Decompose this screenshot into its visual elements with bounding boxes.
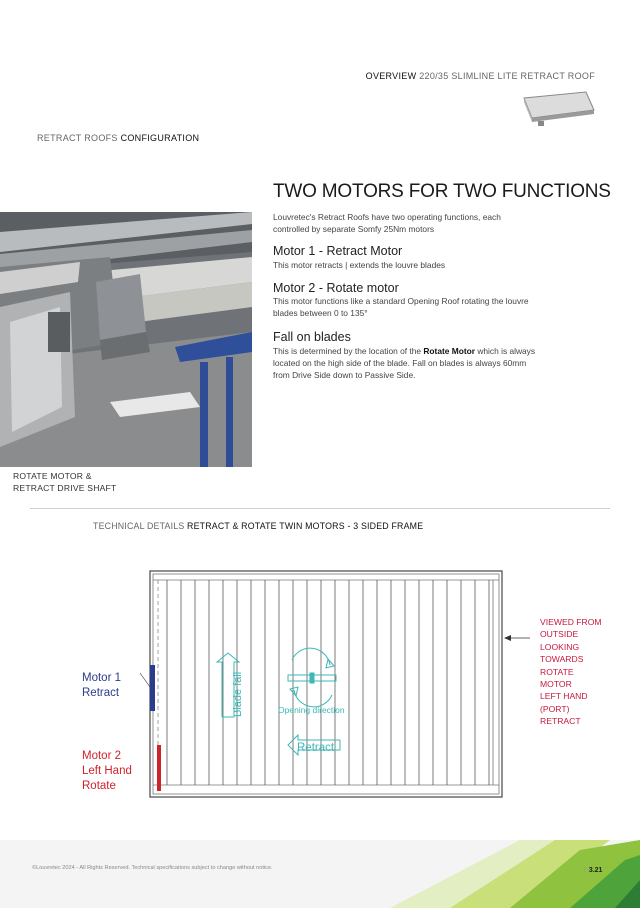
motor1-heading: Motor 1 - Retract Motor [273, 244, 403, 258]
caption-line-2: RETRACT DRIVE SHAFT [13, 483, 117, 493]
intro-line-1: Louvretec's Retract Roofs have two operating functions, each [273, 212, 501, 222]
technical-label [93, 521, 423, 531]
section-divider [30, 508, 610, 509]
frame [150, 571, 502, 797]
rotate-motor-highlight: Rotate Motor [423, 346, 476, 356]
motor2-text [273, 295, 529, 319]
motor1-label [82, 671, 121, 701]
motor2-label [82, 749, 132, 794]
viewed-line: LEFT HAND [540, 691, 588, 702]
blade-fall-label: Blade fall [232, 671, 244, 717]
motor1-line-2: Retract [82, 687, 120, 699]
motor1-line-1: Motor 1 [82, 672, 121, 684]
fall-line-1c: which is always [475, 346, 536, 356]
motor2-line-3: Rotate [82, 780, 116, 792]
opening-direction-label: Opening direction [278, 705, 345, 715]
intro-line-2: controlled by separate Somfy 25Nm motors [273, 224, 435, 235]
page-divider: | [584, 867, 586, 874]
overview-product: 220/35 SLIMLINE LITE RETRACT ROOF [419, 71, 595, 81]
section-prefix: RETRACT ROOFS [37, 133, 118, 143]
technical-prefix: TECHNICAL DETAILS [93, 521, 185, 531]
viewed-line: ROTATE [540, 666, 574, 677]
fall-line-2: located on the high side of the blade. Fall on blades is always 60mm [273, 358, 527, 369]
section-label [37, 133, 199, 143]
motor2-line-2: Left Hand [82, 765, 132, 777]
page-number-value: 3.21 [588, 867, 603, 874]
viewed-from-note [540, 616, 602, 728]
viewed-line: MOTOR [540, 679, 572, 690]
viewed-line: LOOKING [540, 641, 580, 652]
motor2-line-1: This motor functions like a standard Opening Roof rotating the louvre [273, 296, 529, 306]
intro-text [273, 211, 501, 235]
overview-heading [366, 71, 595, 81]
retract-label: Retract [297, 742, 335, 754]
motor1-pointer [140, 673, 150, 687]
fall-line-1 [273, 345, 535, 357]
motor1-indicator [150, 665, 155, 711]
technical-bold: RETRACT & ROTATE TWIN MOTORS - 3 SIDED FRAME [187, 521, 424, 531]
footer-swoosh [380, 840, 640, 908]
viewed-line: RETRACT [540, 716, 581, 727]
motor-photo [0, 212, 252, 467]
roof-diagram [140, 565, 530, 805]
page-title: TWO MOTORS FOR TWO FUNCTIONS [273, 181, 611, 202]
section-bold: CONFIGURATION [120, 133, 200, 143]
page-number [584, 867, 602, 874]
photo-caption [13, 470, 116, 494]
fall-line-3: from Drive Side down to Passive Side. [273, 370, 416, 381]
motor2-line-2: blades between 0 to 135° [273, 308, 368, 319]
fall-line-1a: This is determined by the location of the [273, 346, 424, 356]
motor2-indicator [157, 745, 161, 791]
overview-label: OVERVIEW [365, 71, 417, 81]
viewed-line: TOWARDS [540, 654, 584, 665]
motor2-heading: Motor 2 - Rotate motor [273, 281, 399, 295]
fall-heading: Fall on blades [273, 330, 351, 344]
caption-line-1: ROTATE MOTOR & [13, 471, 92, 481]
copyright-text: ©Louvretec 2024 - All Rights Reserved. Technical specifications subject to change without notice. [32, 865, 273, 871]
viewed-line: VIEWED FROM [540, 617, 602, 627]
product-thumbnail [514, 88, 598, 130]
fall-text [273, 345, 535, 382]
motor2-line-1: Motor 2 [82, 750, 121, 762]
viewed-line: OUTSIDE [540, 629, 579, 640]
viewed-line: (PORT) [540, 703, 570, 714]
motor1-text: This motor retracts | extends the louvre blades [273, 260, 446, 270]
